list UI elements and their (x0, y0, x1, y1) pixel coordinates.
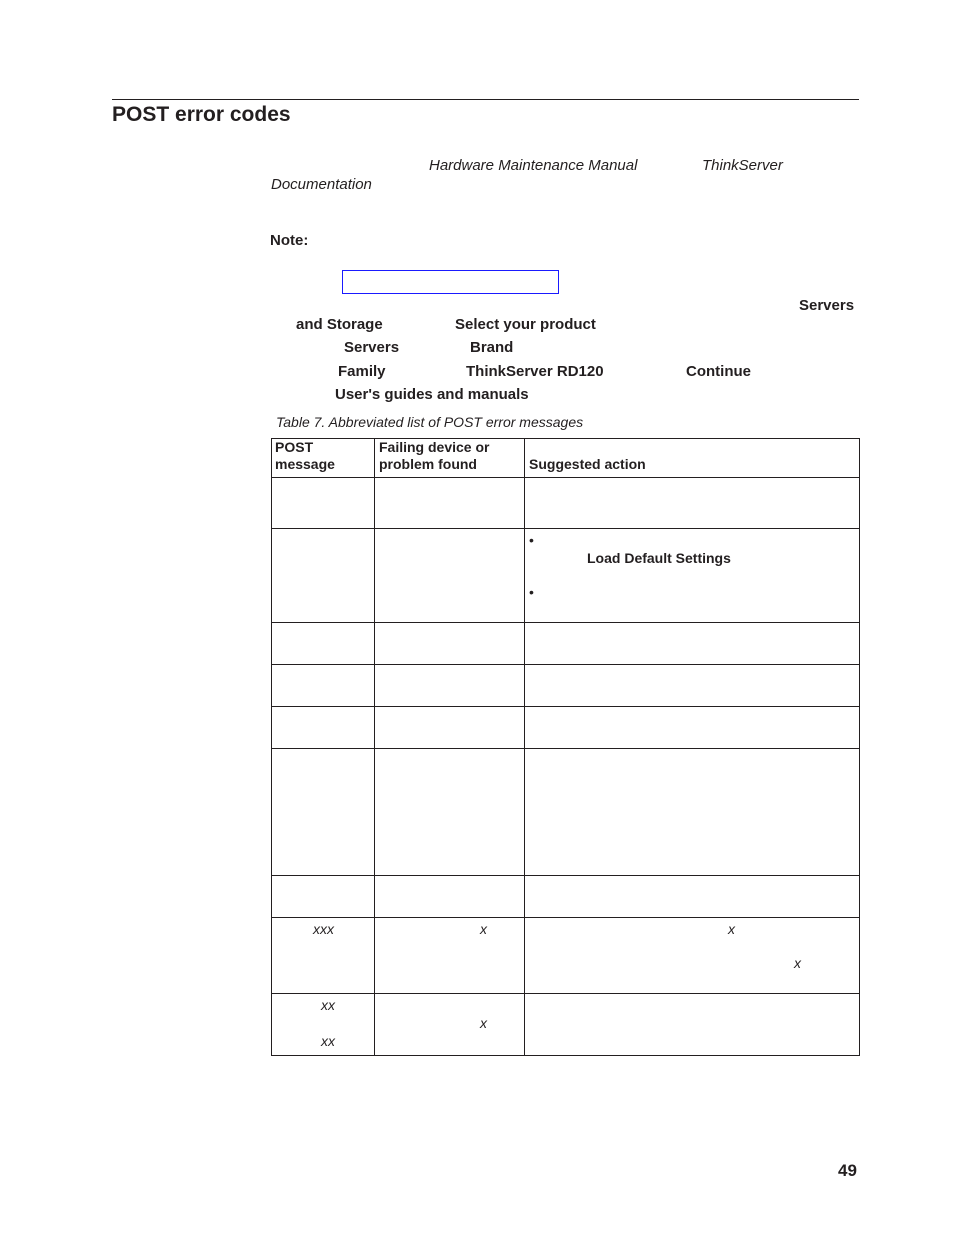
row-divider (271, 528, 859, 529)
guides-text: User's guides and manuals (335, 386, 529, 403)
manual-title: Hardware Maintenance Manual (429, 157, 638, 174)
model-text: ThinkServer RD120 (466, 363, 604, 380)
family-text: Family (338, 363, 386, 380)
post-code-xx: xx (321, 1033, 335, 1049)
row-divider (271, 875, 859, 876)
load-default-settings-text: Load Default Settings (587, 550, 731, 566)
failing-device-x: x (480, 921, 487, 937)
column-divider (374, 438, 375, 1055)
servers-text: Servers (344, 339, 400, 356)
header-post-line2: message (275, 456, 335, 472)
and-storage-text: and Storage (296, 316, 383, 333)
servers-and-text: Servers (799, 297, 855, 314)
header-failing-line1: Failing device or (379, 439, 490, 455)
page-title: POST error codes (112, 103, 291, 126)
row-divider (271, 706, 859, 707)
action-x: x (728, 921, 735, 937)
documentation-text: Documentation (271, 176, 372, 193)
bullet: • (529, 584, 534, 600)
row-divider (271, 622, 859, 623)
header-failing-line2: problem found (379, 456, 477, 472)
continue-text: Continue (686, 363, 751, 380)
row-divider (271, 748, 859, 749)
select-product-text: Select your product (455, 316, 596, 333)
post-code-xx: xx (321, 997, 335, 1013)
row-divider (271, 993, 859, 994)
failing-device-x: x (480, 1015, 487, 1031)
support-link[interactable] (342, 270, 559, 294)
bullet: • (529, 532, 534, 548)
thinkserver-text: ThinkServer (702, 157, 783, 174)
column-divider (524, 438, 525, 1055)
header-suggested-action: Suggested action (529, 456, 646, 472)
post-code-xxx: xxx (313, 921, 334, 937)
table-caption: Table 7. Abbreviated list of POST error messages (276, 414, 584, 430)
brand-text: Brand (470, 339, 514, 356)
note-label: Note: (270, 232, 309, 249)
header-post-line1: POST (275, 439, 314, 455)
page-number: 49 (838, 1161, 857, 1180)
row-divider (271, 477, 859, 478)
post-error-table (271, 438, 860, 1056)
row-divider (271, 664, 859, 665)
action-x: x (794, 955, 801, 971)
top-rule (112, 99, 859, 100)
row-divider (271, 917, 859, 918)
